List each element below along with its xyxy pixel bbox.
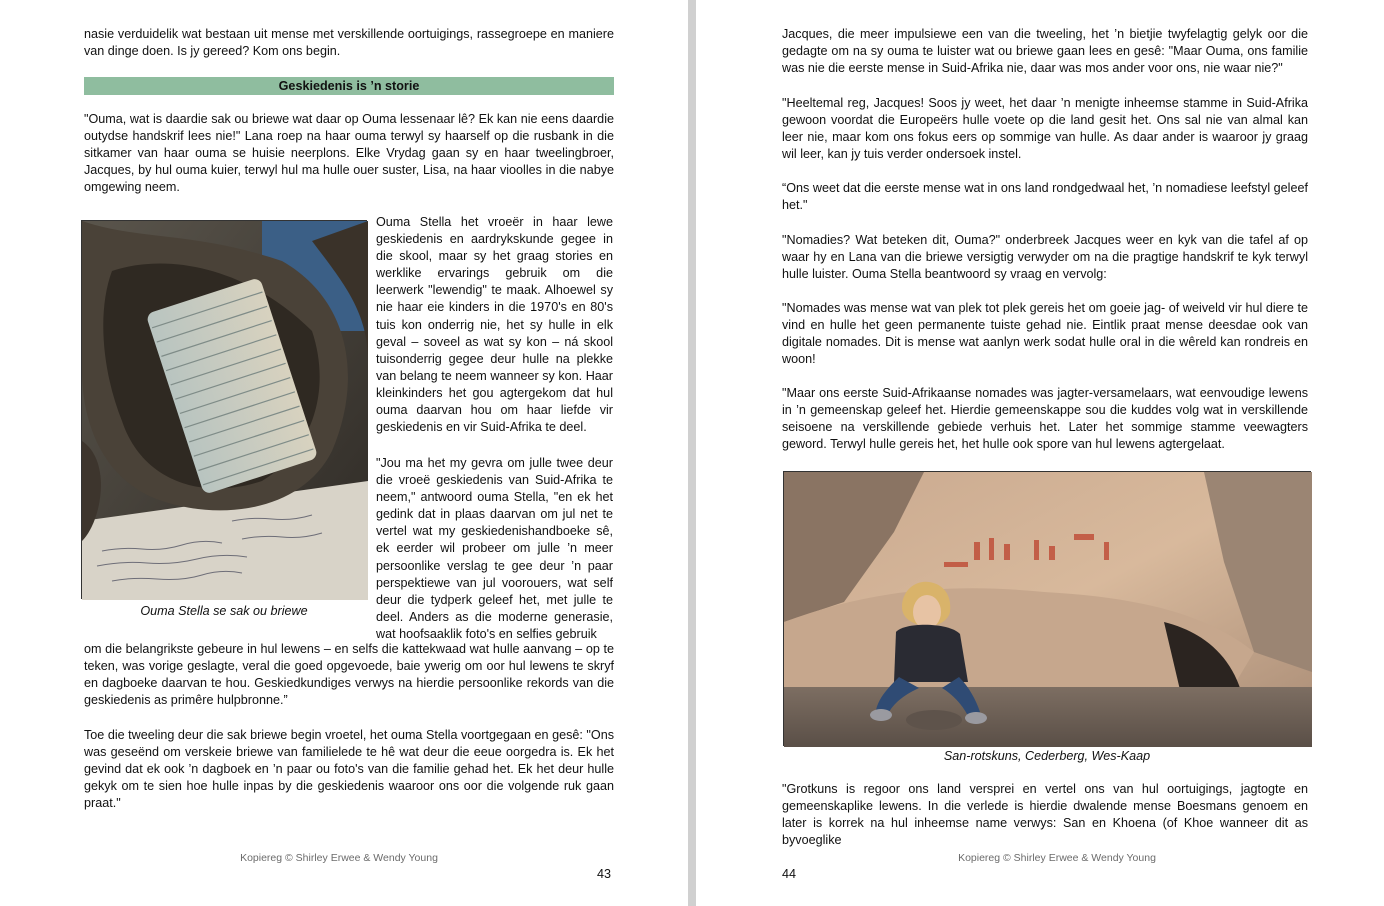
paragraph-5: "Nomades was mense wat van plek tot plek gereis het om goeie jag- of weiveld vir hul diere te vind en hulle het geen permanente tuiste gehad nie. Eintlik praat mense deesdae ook van digitale nomades. Dit is mense wat aanlyn werk sodat hulle oral in die wêreld kan rondreis en woon! xyxy=(782,301,1308,367)
page-43 xyxy=(0,0,688,906)
page-number-left: 43 xyxy=(597,867,612,881)
paragraph-4: "Nomadies? Wat beteken dit, Ouma?" onderbreek Jacques weer en kyk van die tafel af op waar hy en Lana van die briewe versigtig verwyder om na die pragtige handskrif te kyk terwyl hulle luister. Ouma Stella beantwoord sy vraag en vervolg: xyxy=(782,233,1308,282)
page-44 xyxy=(696,0,1384,906)
paragraph-6: "Maar ons eerste Suid-Afrikaanse nomades was jagter-versamelaars, wat eenvoudige lewens in ’n gemeenskap geleef het. Hierdie gemeenskappe sou die kuddes volg wat in verskillende seisoene na verskillende gebiede verhuis het. Later het sommige stamme veewagters geword. Terwyl hulle gereis het, het hulle ook spore van hul lewens agtergelaat. xyxy=(782,386,1308,452)
paragraph-1: Jacques, die meer impulsiewe een van die tweeling, het ’n bietjie twyfelagtig gelyk oor die gedagte om na sy ouma te luister wat ou briewe gaan lees en gesê: "Maar Ouma, ons familie was nie die eerste mense in Suid-Afrika nie, daar was mos ander voor ons, nie waar nie?" xyxy=(782,27,1308,76)
bag-of-letters-image xyxy=(82,221,368,600)
page-number-right: 44 xyxy=(782,867,797,881)
paragraph-2: Ouma Stella het vroeër in haar lewe geskiedenis en aardrykskunde gegee in die skool, maar sy het graag stories en werklike ervarings gebruik om die leerwerk "lewendig" te maak. Alhoewel sy nie haar eie kinders in die 1970's en 80's tuis kon onderrig nie, het sy hulle in elk geval – soveel as wat sy kon – ná skool tuisonderrig gegee deur hulle na plekke van belang te neem wanneer sy kon. Haar kleinkinders het gou agtergekom dat hul ouma daarvan hou om haar liefde vir geskiedenis en vir Suid-Afrika te deel. xyxy=(376,215,613,435)
photo-caption-right: San-rotskuns, Cederberg, Wes-Kaap xyxy=(943,749,1151,763)
paragraph-7: "Grotkuns is regoor ons land versprei en vertel ons van hul oortuigings, jagtogte en gemeenskaplike lewens. In die verlede is hierdie dwalende mense Boesmans genoem en later is korrek na hul inheemse name verwys: San en Khoena (of Khoe wanneer dit as byvoeglike xyxy=(782,782,1308,848)
section-heading: Geskiedenis is ’n storie xyxy=(84,77,614,95)
paragraph-2: "Heeltemal reg, Jacques! Soos jy weet, het daar ’n menigte inheemse stamme in Suid-Afrika gewoon voordat die Europeërs hulle voete op die land gesit het. Ons sal nie van almal kan leer nie, maar kom ons fokus eers op sommige van hulle. As daar ander is waaroor jy graag wil leer, kan jy tuis verder ondersoek instel. xyxy=(782,96,1308,162)
photo-bag-of-letters xyxy=(81,220,367,599)
paragraph-3-wrap: "Jou ma het my gevra om julle twee deur die vroeë geskiedenis van Suid-Afrika te neem," antwoord ouma Stella, "en ek het gedink dat in plaas daarvan om jul net te vertel wat my geskiedenishandboeke sê, ek eerder wil probeer om julle ’n meer persoonlike verslag te gee deur ’n paar perspektiewe van jul voorouers, wat self deur die tydperk geleef het, met julle te deel. Anders as die moderne generasie, wat hoofsaaklik foto's en selfies gebruik xyxy=(376,456,613,641)
page-gutter xyxy=(688,0,696,906)
photo-caption-left: Ouma Stella se sak ou briewe xyxy=(140,604,308,618)
paragraph-1: "Ouma, wat is daardie sak ou briewe wat daar op Ouma lessenaar lê? Ek kan nie eens daardie outydse handskrif lees nie!" Lana roep na haar ouma terwyl sy haarself op die rusbank in die sitkamer van haar ouma se huisie neerplons. Elke Vrydag gaan sy en haar tweelingbroer, Jacques, by hul ouma kuier, terwyl hul ma hulle ouer suster, Lisa, na haar vioolles in die nabye omgewing neem. xyxy=(84,112,614,195)
paragraph-3-continued: om die belangrikste gebeure in hul lewens – en selfs die kattekwaad wat hulle aanvang – op te teken, was vorige geslagte, veral die goed opgevoede, baie ywerig om oor hul lewens te skryf en dagboeke daarvan te hou. Geskiedkundiges verwys na hierdie persoonlike rekords van die geskiedenis as primêre hulpbronne.” xyxy=(84,642,614,708)
rock-art-image xyxy=(784,472,1312,747)
paragraph-3: “Ons weet dat die eerste mense wat in ons land rondgedwaal het, ’n nomadiese leefstyl geleef het." xyxy=(782,181,1308,213)
footer-copyright-left: Kopiereg © Shirley Erwee & Wendy Young xyxy=(240,852,438,864)
footer-copyright-right: Kopiereg © Shirley Erwee & Wendy Young xyxy=(958,852,1156,864)
paragraph-4: Toe die tweeling deur die sak briewe begin vroetel, het ouma Stella voortgegaan en gesê: "Ons was geseënd om verskeie briewe van familielede te hê wat deur die eeue oorgedra is. Ek het gevind dat ek ook ’n dagboek en ’n paar ou foto's van die familie gehad het. Ek het deur hulle gekyk om te sien hoe hulle inpas by die geskiedenis waaroor ons oor die volgende ruk gaan praat." xyxy=(84,728,614,811)
intro-paragraph: nasie verduidelik wat bestaan uit mense met verskillende oortuigings, rassegroepe en maniere van dinge doen. Is jy gereed? Kom ons begin. xyxy=(84,27,614,59)
photo-rock-art xyxy=(783,471,1311,746)
